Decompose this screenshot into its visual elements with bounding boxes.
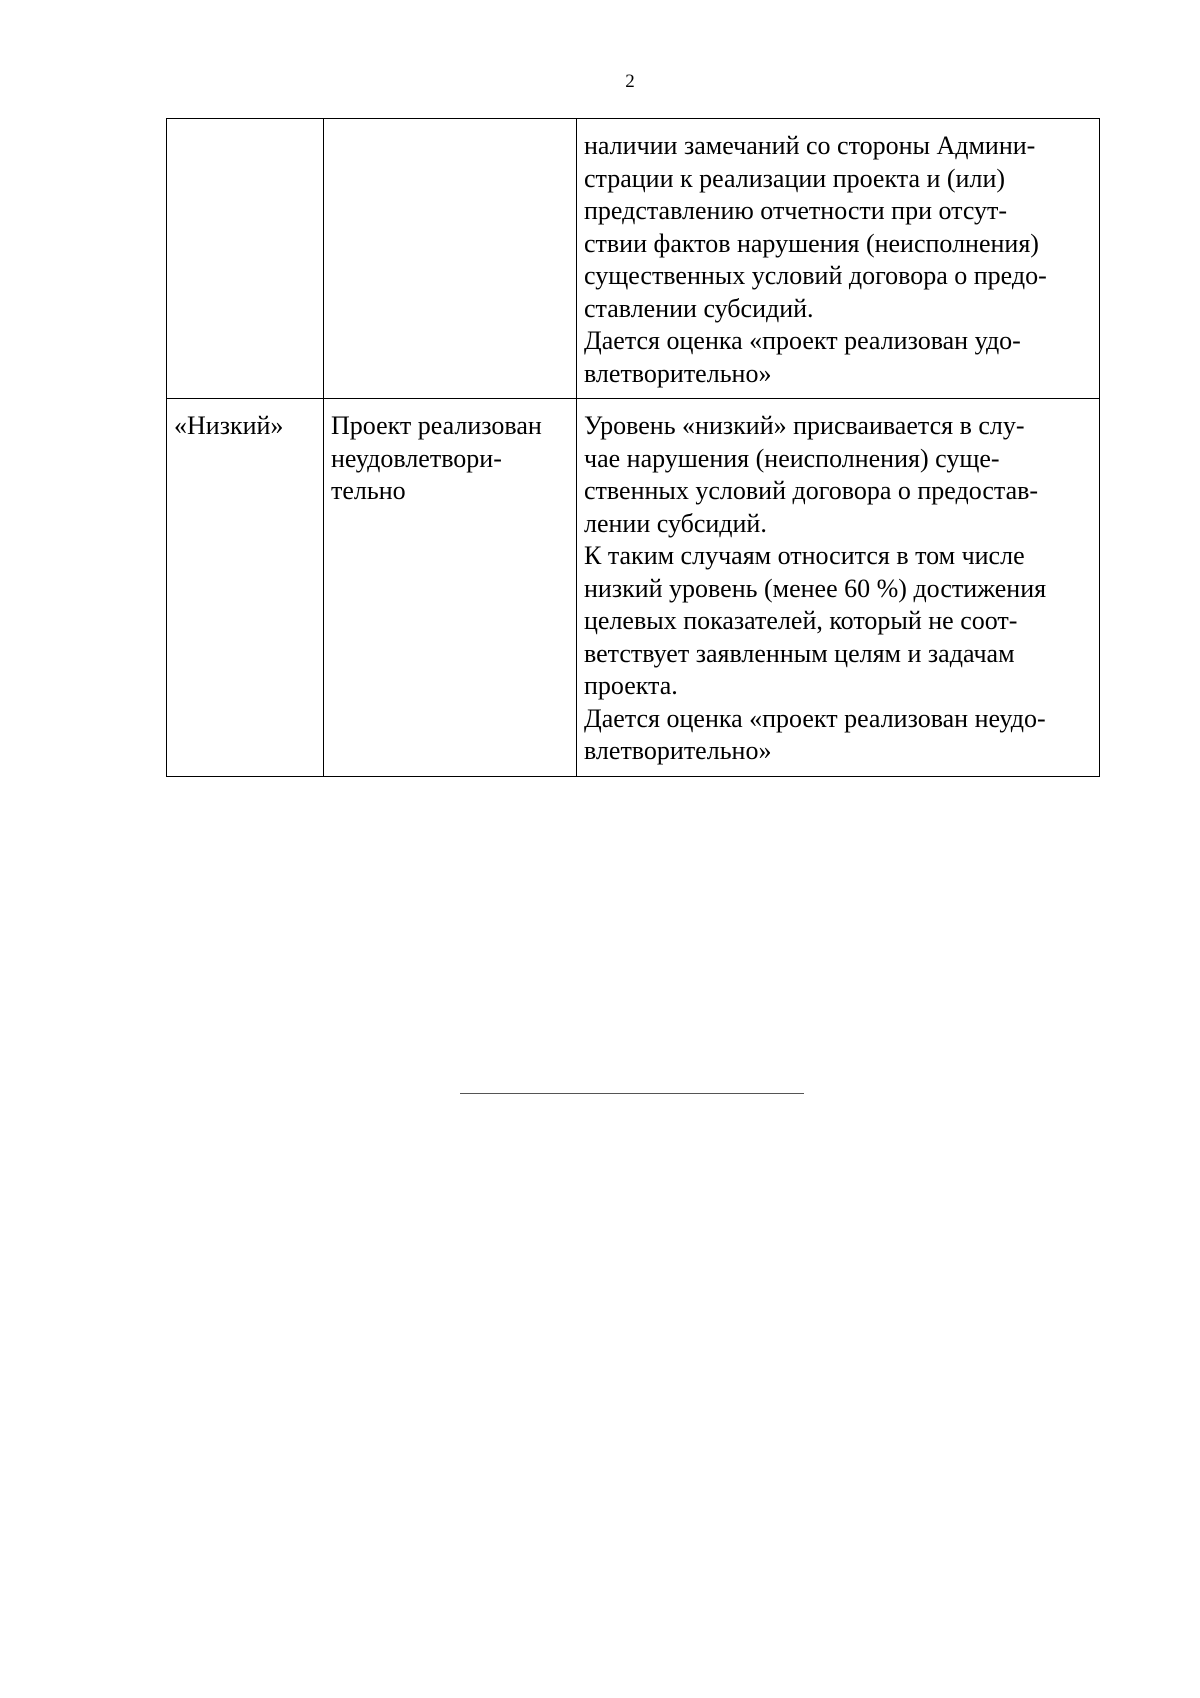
page-number: 2: [625, 71, 635, 92]
assessment-cell: [324, 399, 577, 777]
footer-divider: [460, 1093, 804, 1094]
description-line: ветствует заявленным целям и задачам: [584, 638, 1015, 668]
description-line: К таким случаям относится в том числе: [584, 541, 1025, 570]
description-cell: [577, 399, 1100, 777]
description-line: влетворительно»: [584, 736, 772, 765]
description-line: Дается оценка «проект реализован неудо-: [584, 703, 1046, 733]
assessment-line: неудовлетвори-: [331, 443, 502, 473]
level-text: «Низкий»: [174, 411, 284, 440]
description-line: влетворительно»: [584, 358, 772, 388]
table-row: [167, 119, 1100, 399]
description-line: лении субсидий.: [584, 508, 767, 538]
table-row: [167, 399, 1100, 777]
description-line: существенных условий договора о предо-: [584, 261, 1047, 290]
description-line: проекта.: [584, 671, 678, 700]
level-cell: [167, 119, 324, 399]
evaluation-table: [166, 118, 1100, 777]
description-line: Дается оценка «проект реализован удо-: [584, 326, 1021, 355]
description-line: Уровень «низкий» присваивается в слу-: [584, 411, 1025, 440]
level-cell: [167, 399, 324, 777]
description-line: ственных условий договора о предостав-: [584, 476, 1039, 505]
description-line: ставлении субсидий.: [584, 293, 814, 323]
description-cell: [577, 119, 1100, 399]
description-line: целевых показателей, который не соот-: [584, 606, 1018, 635]
description-line: страции к реализации проекта и (или): [584, 163, 1006, 193]
assessment-line: тельно: [331, 476, 406, 505]
assessment-cell: [324, 119, 577, 399]
description-line: ствии фактов нарушения (неисполнения): [584, 228, 1039, 258]
description-line: наличии замечаний со стороны Админи-: [584, 131, 1036, 160]
description-line: низкий уровень (менее 60 %) достижения: [584, 573, 1047, 603]
description-line: представлению отчетности при отсут-: [584, 196, 1008, 225]
description-line: чае нарушения (неисполнения) суще-: [584, 443, 1000, 473]
assessment-line: Проект реализован: [331, 411, 542, 440]
